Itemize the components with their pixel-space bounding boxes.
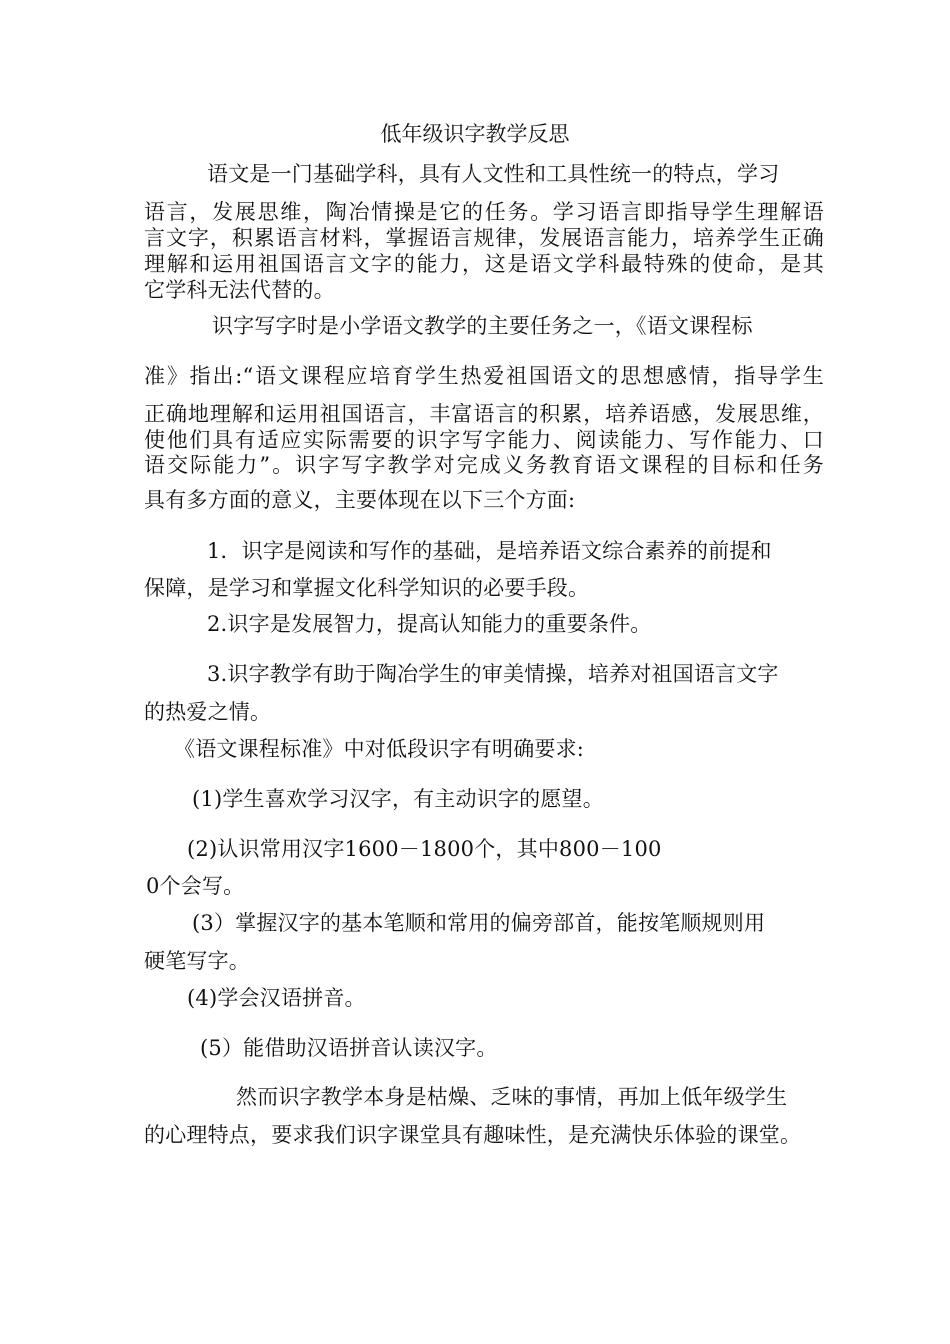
page-title: 低年级识字教学反思 bbox=[380, 122, 570, 146]
paragraph-line: 使他们具有适应实际需要的识字写字能力、阅读能力、写作能力、口 bbox=[144, 428, 824, 452]
paragraph-line: 语言，发展思维，陶冶情操是它的任务。学习语言即指导学生理解语 bbox=[144, 200, 824, 224]
list-item: 3.识字教学有助于陶冶学生的审美情操，培养对祖国语言文字 bbox=[207, 662, 779, 686]
paragraph-line: 准》指出:“语文课程应培育学生热爱祖国语文的思想感情，指导学生 bbox=[144, 364, 824, 388]
paragraph-line: 然而识字教学本身是枯燥、乏味的事情，再加上低年级学生 bbox=[236, 1085, 788, 1109]
requirement-item: (4)学会汉语拼音。 bbox=[187, 986, 366, 1010]
paragraph-line: 语文是一门基础学科，具有人文性和工具性统一的特点，学习 bbox=[207, 162, 780, 186]
paragraph-line: 0个会写。 bbox=[146, 874, 245, 898]
list-item: 1．识字是阅读和写作的基础，是培养语文综合素养的前提和 bbox=[207, 539, 772, 563]
paragraph-line: 语交际能力”。识字写字教学对完成义务教育语文课程的目标和任务 bbox=[144, 453, 824, 477]
paragraph-line: 正确地理解和运用祖国语言，丰富语言的积累，培养语感，发展思维， bbox=[144, 402, 824, 426]
paragraph-line: 硬笔写字。 bbox=[144, 949, 250, 973]
paragraph-line: 的心理特点，要求我们识字课堂具有趣味性，是充满快乐体验的课堂。 bbox=[144, 1123, 802, 1147]
requirement-item: (3）掌握汉字的基本笔顺和常用的偏旁部首，能按笔顺规则用 bbox=[192, 911, 766, 935]
list-item: 2.识字是发展智力，提高认知能力的重要条件。 bbox=[207, 612, 652, 636]
paragraph-line: 理解和运用祖国语言文字的能力，这是语文学科最特殊的使命，是其 bbox=[144, 252, 824, 276]
paragraph-line: 《语文课程标准》中对低段识字有明确要求: bbox=[174, 737, 585, 761]
paragraph-line: 的热爱之情。 bbox=[144, 700, 272, 724]
paragraph-line: 识字写字时是小学语文教学的主要任务之一，《语文课程标 bbox=[212, 314, 753, 338]
paragraph-line: 言文字，积累语言材料，掌握语言规律，发展语言能力，培养学生正确 bbox=[144, 226, 824, 250]
requirement-item: (5）能借助汉语拼音认读汉字。 bbox=[200, 1036, 498, 1060]
requirement-item: (1)学生喜欢学习汉字，有主动识字的愿望。 bbox=[192, 787, 604, 811]
paragraph-line: 它学科无法代替的。 bbox=[144, 278, 335, 302]
paragraph-line: 保障，是学习和掌握文化科学知识的必要手段。 bbox=[144, 576, 590, 600]
requirement-item: (2)认识常用汉字1600－1800个，其中800－100 bbox=[187, 837, 662, 861]
paragraph-line: 具有多方面的意义，主要体现在以下三个方面: bbox=[144, 488, 576, 512]
